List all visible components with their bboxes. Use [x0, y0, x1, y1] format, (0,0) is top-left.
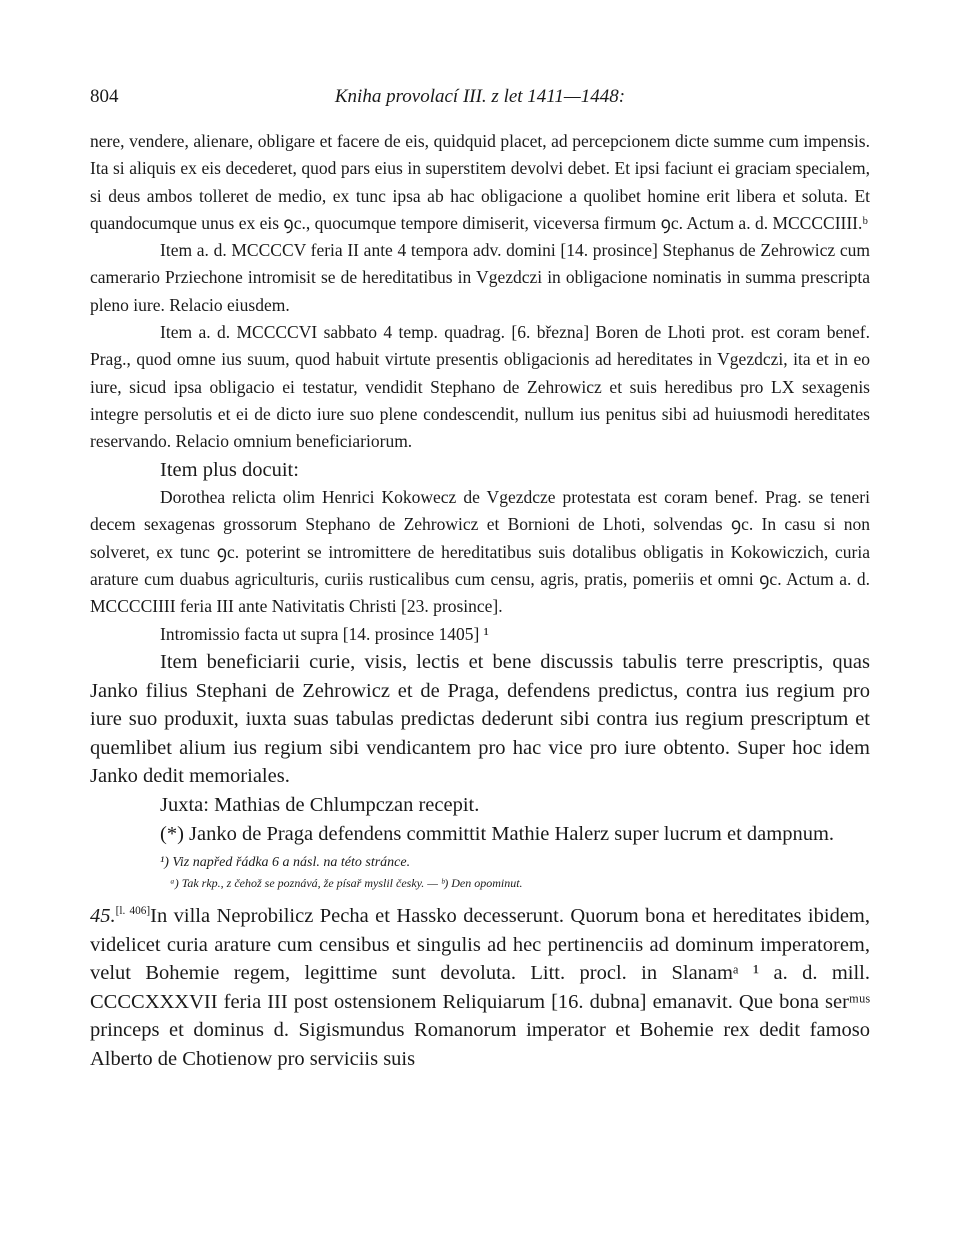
section-heading: Item plus docuit: — [160, 458, 299, 481]
entry-number: 45. — [90, 905, 116, 928]
page-header — [90, 86, 870, 112]
footnote: ¹) Viz napřed řádka 6 a násl. na této stránce. — [160, 855, 411, 871]
entry-text: In villa Neprobilicz Pecha et Hassko decesserunt. Quorum bona et hereditates ibidem, videlicet curia arature cum censibus et singulis ad hec pertinenciis ad dominum imperatorem, velut Bohemie regem, legittime sunt devoluta. Litt. procl. in Slanamᵃ ¹ a. d. mill. CCCCXXXVII feria III post ostensionem Reliquiarum [16. dubna] emanavit. Que bona serᵐᵘˢ princeps et dominus d. Sigismundus Romanorum imperator et Bohemie rex dedit famoso Alberto de Chotienow pro serviciis suis — [90, 905, 870, 1071]
paragraph: nere, vendere, alienare, obligare et facere de eis, quidquid placet, ad percepcionem dicte summe cum impensis. Ita si aliquis ex eis decederet, quod pars eius in superstitem devolvi debet. Et ipsi faciunt ei graciam specialem, si deus ambos tolleret de medio, ex tunc ipsa ab hac obligacione a quolibet homine erit libera et soluta. Et quandocumque unus ex eis ꝯc., quocumque tempore dimiserit, viceversa firmum ꝯc. Actum a. d. MCCCCIIII.ᵇ — [90, 131, 870, 233]
paragraph: Item a. d. MCCCCV feria II ante 4 tempora adv. domini [14. prosince] Stephanus de Zehrowicz cum camerario Prziechone intromisit se de hereditatibus in Vgezdczi in obligacione nominatis in summa prescripta pleno iure. Relacio eiusdem. — [90, 240, 870, 315]
paragraph: (*) Janko de Praga defendens committit Mathie Halerz super lucrum et dampnum. — [160, 822, 835, 845]
footnote: ᵃ) Tak rkp., z čehož se poznává, že písař myslil česky. — ᵇ) Den opominut. — [170, 876, 523, 891]
running-title: Kniha provolací III. z let 1411—1448: — [334, 86, 626, 107]
paragraph: Item a. d. MCCCCVI sabbato 4 temp. quadrag. [6. března] Boren de Lhoti prot. est coram benef. Prag., quod omne ius suum, quod habuit virtute presentis obligacionis ad hereditates in Vgezdczi, ita et in eo iure, sicud ipsa obligacio ei testatur, vendidit Stephano de Zehrowicz et suis heredibus pro LX sexagenis integre persolutis et ei de dicto iure suo plene condescendit, nullum ius penitus sibi ad huiusmodi hereditates reservando. Relacio omnium beneficiariorum. — [90, 322, 870, 452]
paragraph: Item beneficiarii curie, visis, lectis et bene discussis tabulis terre prescriptis, quas Janko filius Stephani de Zehrowicz et de Praga, defendens predictus, contra ius regium pro iure suo produxit, iuxta suas tabulas predictas dederunt sibi contra ius regium prescriptum et quemlibet alium ius regium sibi vendicantem pro hac vice pro iure obtento. Super hoc idem Janko dedit memoriales. — [90, 650, 870, 788]
footnotes — [90, 852, 870, 894]
entry-folio-ref: [l. 406] — [115, 905, 151, 918]
paragraph: Intromissio facta ut supra [14. prosince 1405] ¹ — [160, 623, 489, 644]
page-number: 804 — [90, 86, 119, 107]
paragraph: Dorothea relicta olim Henrici Kokowecz de Vgezdcze protestata est coram benef. Prag. se teneri decem sexagenas grossorum Stephano de Zehrowicz et Bornioni de Lhoti, solvendas ꝯc. In casu si non solveret, ex tunc ꝯc. poterint se intromittere de hereditatibus suis dotalibus obligatis in Kokowiczich, curia arature cum duabus agriculturis, curiis rusticalibus cum censu, agris, pratis, pomeriis et omni ꝯc. Actum a. d. MCCCCIIII feria III ante Nativitatis Christi [23. prosince]. — [90, 487, 870, 617]
paragraph: Juxta: Mathias de Chlumpczan recepit. — [160, 793, 480, 816]
entry-paragraph — [90, 902, 870, 1074]
page-body — [90, 128, 870, 1074]
